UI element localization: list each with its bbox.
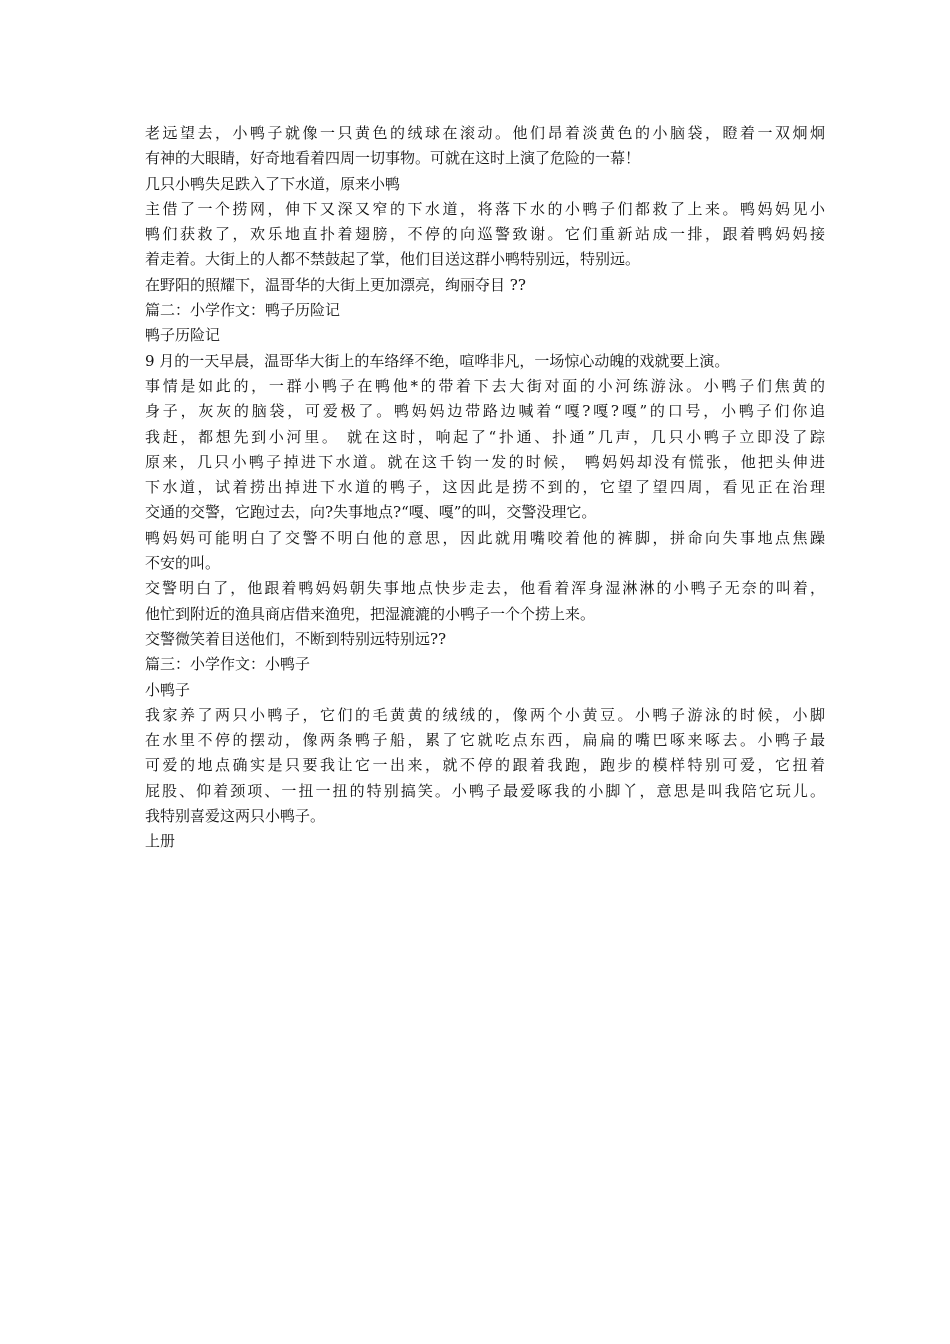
text-line: 可爱的地点确实是只要我让它一出来，就不停的跟着我跑，跑步的模样特别可爱，它扭着 (145, 756, 825, 775)
text-line: 交通的交警，它跑过去，向?失事地点?“嘎、嘎”的叫，交警没理它。 (145, 503, 597, 522)
text-line: 在野阳的照耀下，温哥华的大街上更加漂亮，绚丽夺目 ?? (145, 275, 526, 294)
text-line: 他忙到附近的渔具商店借来渔兜，把湿漉漉的小鸭子一个个捞上来。 (145, 604, 596, 623)
text-line: 不安的叫。 (145, 554, 221, 573)
text-line: 篇二：小学作文：鸭子历险记 (145, 301, 341, 320)
text-line: 在水里不停的摆动，像两条鸭子船，累了它就吃点东西，扁扁的嘴巴啄来啄去。小鸭子最 (145, 731, 825, 750)
text-line: 下水道，试着捞出掉进下水道的鸭子，这因此是捞不到的，它望了望四周，看见正在治理 (145, 478, 825, 497)
text-line: 篇三：小学作文：小鸭子 (145, 655, 311, 674)
text-line: 鸭们获救了，欢乐地直扑着翅膀，不停的向巡警致谢。它们重新站成一排，跟着鸭妈妈接 (145, 225, 825, 244)
document-body (145, 121, 825, 855)
text-line: 我家养了两只小鸭子，它们的毛黄黄的绒绒的，像两个小黄豆。小鸭子游泳的时候，小脚 (145, 705, 825, 724)
text-line: 上册 (145, 832, 176, 851)
text-line: 交警明白了，他跟着鸭妈妈朝失事地点快步走去，他看着浑身湿淋淋的小鸭子无奈的叫着， (145, 579, 825, 598)
text-line: 我赶，都想先到小河里。 就在这时，响起了“扑通、扑通”几声，几只小鸭子立即没了踪 (145, 427, 825, 446)
text-line: 老远望去，小鸭子就像一只黄色的绒球在滚动。他们昂着淡黄色的小脑袋，瞪着一双炯炯 (145, 124, 825, 142)
text-line: 小鸭子 (145, 680, 191, 699)
text-line: 交警微笑着目送他们，不断到特别远特别远?? (145, 629, 447, 648)
text-line: 事情是如此的，一群小鸭子在鸭他*的带着下去大街对面的小河练游泳。小鸭子们焦黄的 (145, 376, 825, 395)
text-line: 屁股、仰着颈项、一扭一扭的特别搞笑。小鸭子最爱啄我的小脚丫，意思是叫我陪它玩儿。 (145, 781, 825, 800)
text-line: 鸭子历险记 (145, 326, 221, 345)
text-line: 鸭妈妈可能明白了交警不明白他的意思，因此就用嘴咬着他的裤脚，拼命向失事地点焦躁 (145, 528, 825, 547)
text-line: 几只小鸭失足跌入了下水道，原来小鸭 (145, 174, 401, 193)
text-line: 有神的大眼睛，好奇地看着四周一切事物。可就在这时上演了危险的一幕！ (145, 149, 641, 168)
text-line: 9 月的一天早晨，温哥华大街上的车络绎不绝，喧哗非凡，一场惊心动魄的戏就要上演。 (145, 351, 730, 370)
text-line: 主借了一个捞网，伸下又深又窄的下水道，将落下水的小鸭子们都救了上来。鸭妈妈见小 (145, 199, 825, 218)
text-line: 我特别喜爱这两只小鸭子。 (145, 807, 326, 826)
text-line: 原来，几只小鸭子掉进下水道。就在这千钧一发的时候， 鸭妈妈却没有慌张，他把头伸进 (145, 452, 825, 471)
text-line: 身子，灰灰的脑袋，可爱极了。鸭妈妈边带路边喊着“嘎?嘎?嘎”的口号，小鸭子们你追 (145, 402, 825, 421)
text-line: 着走着。大街上的人都不禁鼓起了掌，他们目送这群小鸭特别远，特别远。 (145, 250, 641, 269)
